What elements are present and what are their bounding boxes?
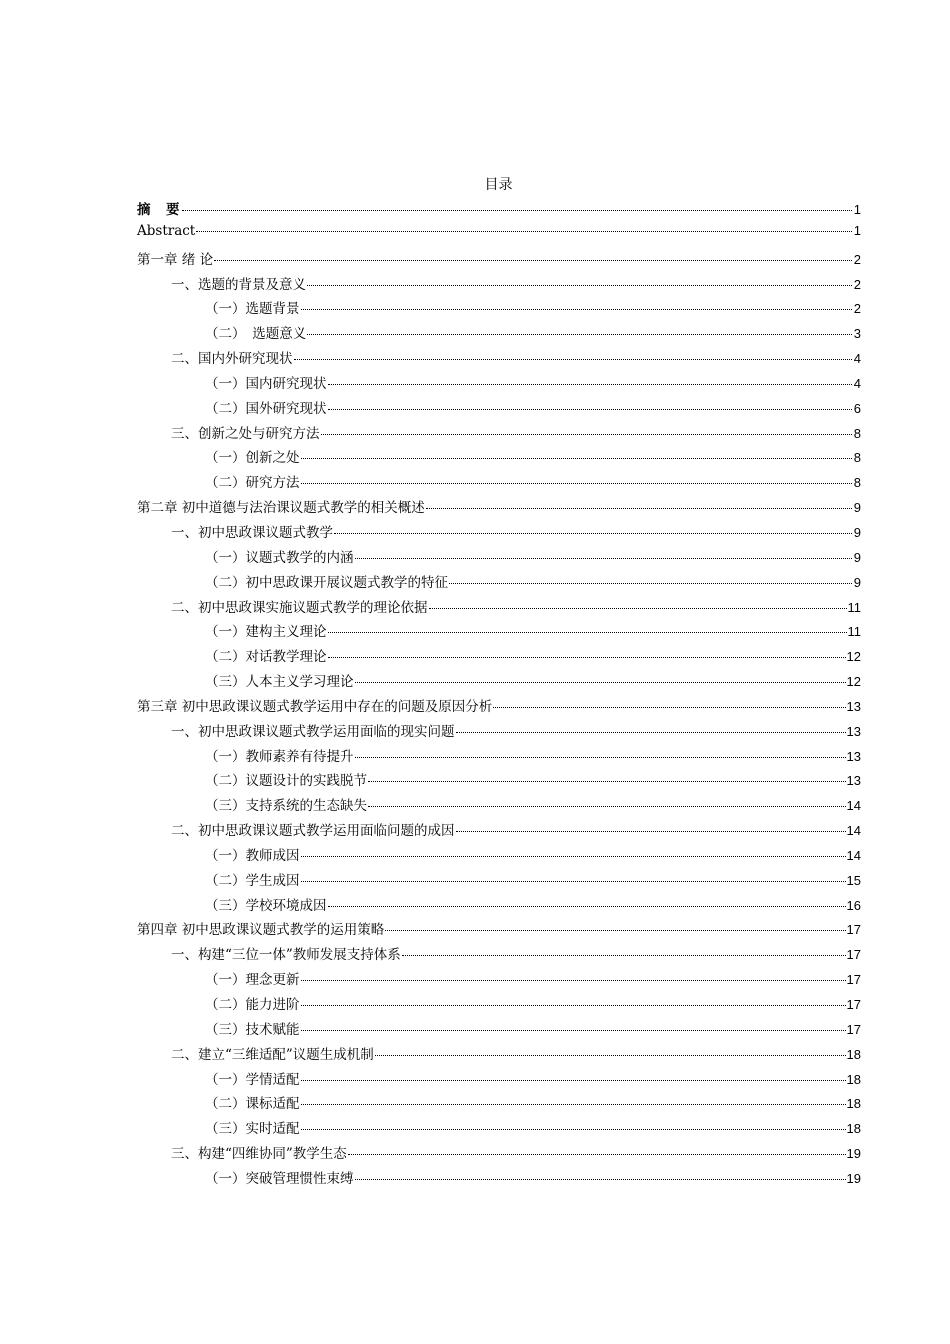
toc-page-number: 6 bbox=[853, 400, 861, 416]
toc-page-number: 18 bbox=[846, 1096, 861, 1112]
toc-entry-text: （二）议题设计的实践脱节 bbox=[205, 773, 367, 790]
toc-entry[interactable] bbox=[137, 297, 861, 322]
toc-entry-text: （三）人本主义学习理论 bbox=[205, 674, 354, 691]
dot-leader bbox=[301, 1080, 846, 1081]
toc-page-number: 17 bbox=[846, 947, 861, 963]
dot-leader bbox=[301, 1030, 846, 1031]
toc-entry[interactable] bbox=[137, 571, 861, 596]
toc-entry-text: （一）理念更新 bbox=[205, 972, 300, 989]
toc-entry-text: （一）创新之处 bbox=[205, 450, 300, 467]
toc-entry-text: （三）学校环境成因 bbox=[205, 897, 327, 914]
toc-page-number: 16 bbox=[846, 897, 861, 913]
toc-page-number: 17 bbox=[846, 922, 861, 938]
toc-page-number: 11 bbox=[847, 624, 861, 640]
toc-entry[interactable] bbox=[137, 347, 861, 372]
toc-entry[interactable] bbox=[137, 819, 861, 844]
dot-leader bbox=[493, 707, 845, 708]
dot-leader bbox=[426, 508, 852, 509]
toc-page-number: 2 bbox=[853, 301, 861, 317]
dot-leader bbox=[328, 384, 853, 385]
dot-leader bbox=[328, 657, 846, 658]
toc-entry-text: 一、构建“三位一体”教师发展支持体系 bbox=[171, 947, 401, 964]
dot-leader bbox=[301, 856, 846, 857]
dot-leader bbox=[375, 1055, 846, 1056]
dot-leader bbox=[301, 483, 853, 484]
dot-leader bbox=[301, 881, 846, 882]
toc-entry-text: （一）突破管理惯性束缚 bbox=[205, 1170, 354, 1187]
toc-entry-text: 二、初中思政课实施议题式教学的理论依据 bbox=[171, 599, 428, 616]
toc-entry[interactable] bbox=[137, 869, 861, 894]
toc-page-number: 14 bbox=[846, 823, 861, 839]
dot-leader bbox=[214, 260, 852, 261]
toc-page-number: 2 bbox=[853, 276, 861, 292]
toc-page-number: 12 bbox=[846, 674, 861, 690]
toc-entry[interactable] bbox=[137, 645, 861, 670]
dot-leader bbox=[355, 558, 853, 559]
dot-leader bbox=[321, 434, 853, 435]
toc-entry[interactable] bbox=[137, 546, 861, 571]
toc-entry[interactable] bbox=[137, 993, 861, 1018]
toc-entry-text: （一）议题式教学的内涵 bbox=[205, 549, 354, 566]
toc-entry-text: （三）实时适配 bbox=[205, 1121, 300, 1138]
toc-entry-text: （一）学情适配 bbox=[205, 1071, 300, 1088]
toc-entry[interactable] bbox=[137, 1068, 861, 1093]
dot-leader bbox=[301, 1104, 846, 1105]
toc-entry-text: 一、选题的背景及意义 bbox=[171, 276, 306, 293]
toc-page-number: 17 bbox=[846, 997, 861, 1012]
toc-entry-text: 三、构建“四维协同”教学生态 bbox=[171, 1146, 347, 1163]
toc-page-number: 17 bbox=[846, 972, 861, 988]
dot-leader bbox=[328, 906, 846, 907]
toc-entry[interactable] bbox=[137, 1092, 861, 1117]
toc-entry[interactable] bbox=[137, 1167, 861, 1192]
dot-leader bbox=[355, 1179, 846, 1180]
dot-leader bbox=[301, 309, 853, 310]
toc-page-number: 3 bbox=[853, 326, 861, 342]
toc-entry[interactable] bbox=[137, 918, 861, 943]
toc-entry[interactable] bbox=[137, 223, 861, 248]
toc-entry-text: （一）选题背景 bbox=[205, 301, 300, 318]
toc-entry[interactable] bbox=[137, 596, 861, 621]
toc-page-number: 13 bbox=[846, 698, 861, 714]
toc-entry[interactable] bbox=[137, 943, 861, 968]
toc-entry[interactable] bbox=[137, 521, 861, 546]
toc-entry[interactable] bbox=[137, 769, 861, 794]
toc-page-number: 19 bbox=[846, 1170, 861, 1186]
toc-entry[interactable] bbox=[137, 1018, 861, 1043]
toc-title: 目录 bbox=[484, 177, 513, 193]
toc-entry-text: （二）研究方法 bbox=[205, 475, 300, 492]
toc-page-number: 14 bbox=[846, 847, 861, 863]
toc-entry[interactable] bbox=[137, 968, 861, 993]
toc-entry-text: 三、创新之处与研究方法 bbox=[171, 425, 320, 442]
toc-page-number: 4 bbox=[853, 375, 861, 391]
dot-leader bbox=[368, 781, 846, 782]
toc-entry[interactable] bbox=[137, 695, 861, 720]
toc-entry[interactable] bbox=[137, 844, 861, 869]
toc-entry[interactable] bbox=[137, 496, 861, 521]
dot-leader bbox=[301, 458, 853, 459]
toc-entry-text: （一）教师成因 bbox=[205, 847, 300, 864]
toc-page-number: 2 bbox=[853, 251, 861, 267]
toc-entry-text: 第四章 初中思政课议题式教学的运用策略 bbox=[137, 922, 385, 939]
dot-leader bbox=[294, 359, 853, 360]
toc-page-number: 13 bbox=[846, 723, 861, 739]
toc-entry[interactable] bbox=[137, 1142, 861, 1167]
toc-page-number: 15 bbox=[846, 872, 861, 888]
toc-entry-text: 第二章 初中道德与法治课议题式教学的相关概述 bbox=[137, 500, 425, 517]
dot-leader bbox=[456, 831, 846, 832]
toc-entry[interactable] bbox=[137, 894, 861, 919]
dot-leader bbox=[196, 231, 852, 232]
toc-entry[interactable] bbox=[137, 422, 861, 447]
toc-list bbox=[137, 198, 861, 1192]
dot-leader bbox=[456, 732, 846, 733]
toc-entry-text: （二）初中思政课开展议题式教学的特征 bbox=[205, 574, 448, 591]
toc-page-number: 9 bbox=[853, 574, 861, 590]
dot-leader bbox=[402, 955, 846, 956]
toc-page-number: 11 bbox=[847, 599, 861, 615]
toc-entry-text: 二、国内外研究现状 bbox=[171, 351, 293, 368]
toc-entry-text: Abstract bbox=[137, 222, 196, 239]
toc-entry-text: （一）国内研究现状 bbox=[205, 375, 327, 392]
toc-page-number: 9 bbox=[853, 500, 861, 516]
toc-entry-text: 二、初中思政课议题式教学运用面临问题的成因 bbox=[171, 823, 455, 840]
dot-leader bbox=[334, 533, 852, 534]
toc-page-number: 1 bbox=[853, 202, 861, 217]
dot-leader bbox=[348, 1154, 846, 1155]
dot-leader bbox=[429, 608, 847, 609]
toc-entry-text: （二）国外研究现状 bbox=[205, 400, 327, 417]
toc-entry[interactable] bbox=[137, 372, 861, 397]
toc-entry-text: （二）学生成因 bbox=[205, 872, 300, 889]
toc-entry[interactable] bbox=[137, 273, 861, 298]
toc-entry[interactable] bbox=[137, 397, 861, 422]
dot-leader bbox=[355, 682, 846, 683]
toc-page-number: 9 bbox=[853, 549, 861, 565]
toc-entry[interactable] bbox=[137, 446, 861, 471]
toc-entry[interactable] bbox=[137, 248, 861, 273]
toc-page-number: 18 bbox=[846, 1046, 861, 1062]
toc-entry-text: （二） 选题意义 bbox=[205, 326, 307, 343]
toc-entry[interactable] bbox=[137, 670, 861, 695]
toc-entry[interactable] bbox=[137, 1043, 861, 1068]
toc-entry-text: 摘 要 bbox=[137, 202, 181, 218]
toc-entry-text: （一）建构主义理论 bbox=[205, 624, 327, 641]
toc-entry-text: （二）课标适配 bbox=[205, 1096, 300, 1113]
toc-entry[interactable] bbox=[137, 198, 861, 223]
toc-page-number: 8 bbox=[853, 450, 861, 466]
toc-entry-text: （二）能力进阶 bbox=[205, 997, 300, 1013]
toc-entry-text: 二、建立“三维适配”议题生成机制 bbox=[171, 1046, 374, 1063]
dot-leader bbox=[368, 806, 846, 807]
toc-entry-text: （三）技术赋能 bbox=[205, 1021, 300, 1038]
toc-page-number: 17 bbox=[846, 1021, 861, 1037]
toc-page-number: 18 bbox=[846, 1071, 861, 1087]
dot-leader bbox=[449, 583, 852, 584]
dot-leader bbox=[385, 930, 845, 931]
toc-entry[interactable] bbox=[137, 1117, 861, 1142]
dot-leader bbox=[301, 980, 846, 981]
toc-page-number: 18 bbox=[846, 1121, 861, 1137]
toc-entry[interactable] bbox=[137, 794, 861, 819]
toc-entry[interactable] bbox=[137, 720, 861, 745]
toc-entry-text: 一、初中思政课议题式教学 bbox=[171, 524, 333, 541]
dot-leader bbox=[328, 632, 847, 633]
toc-entry-text: 第一章 绪 论 bbox=[137, 251, 214, 268]
toc-entry-text: （三）支持系统的生态缺失 bbox=[205, 798, 367, 815]
toc-entry[interactable] bbox=[137, 620, 861, 645]
toc-page-number: 14 bbox=[846, 798, 861, 814]
toc-entry-text: （一）教师素养有待提升 bbox=[205, 748, 354, 765]
toc-page-number: 4 bbox=[853, 351, 861, 367]
toc-page-number: 8 bbox=[853, 475, 861, 491]
dot-leader bbox=[355, 757, 846, 758]
toc-entry[interactable] bbox=[137, 745, 861, 770]
toc-page-number: 8 bbox=[853, 425, 861, 441]
toc-entry[interactable] bbox=[137, 322, 861, 347]
toc-page-number: 1 bbox=[853, 222, 861, 238]
dot-leader bbox=[301, 1005, 846, 1006]
dot-leader bbox=[328, 409, 853, 410]
toc-entry-text: 第三章 初中思政课议题式教学运用中存在的问题及原因分析 bbox=[137, 698, 493, 715]
toc-page-number: 9 bbox=[853, 524, 861, 540]
dot-leader bbox=[307, 334, 852, 335]
toc-entry[interactable] bbox=[137, 471, 861, 496]
toc-page-number: 13 bbox=[846, 748, 861, 764]
toc-entry-text: 一、初中思政课议题式教学运用面临的现实问题 bbox=[171, 723, 455, 740]
toc-page-number: 13 bbox=[846, 773, 861, 789]
toc-entry-text: （二）对话教学理论 bbox=[205, 649, 327, 666]
toc-page-number: 19 bbox=[846, 1146, 861, 1162]
toc-page-number: 12 bbox=[846, 649, 861, 665]
dot-leader bbox=[182, 210, 853, 211]
dot-leader bbox=[307, 285, 852, 286]
dot-leader bbox=[301, 1129, 846, 1130]
